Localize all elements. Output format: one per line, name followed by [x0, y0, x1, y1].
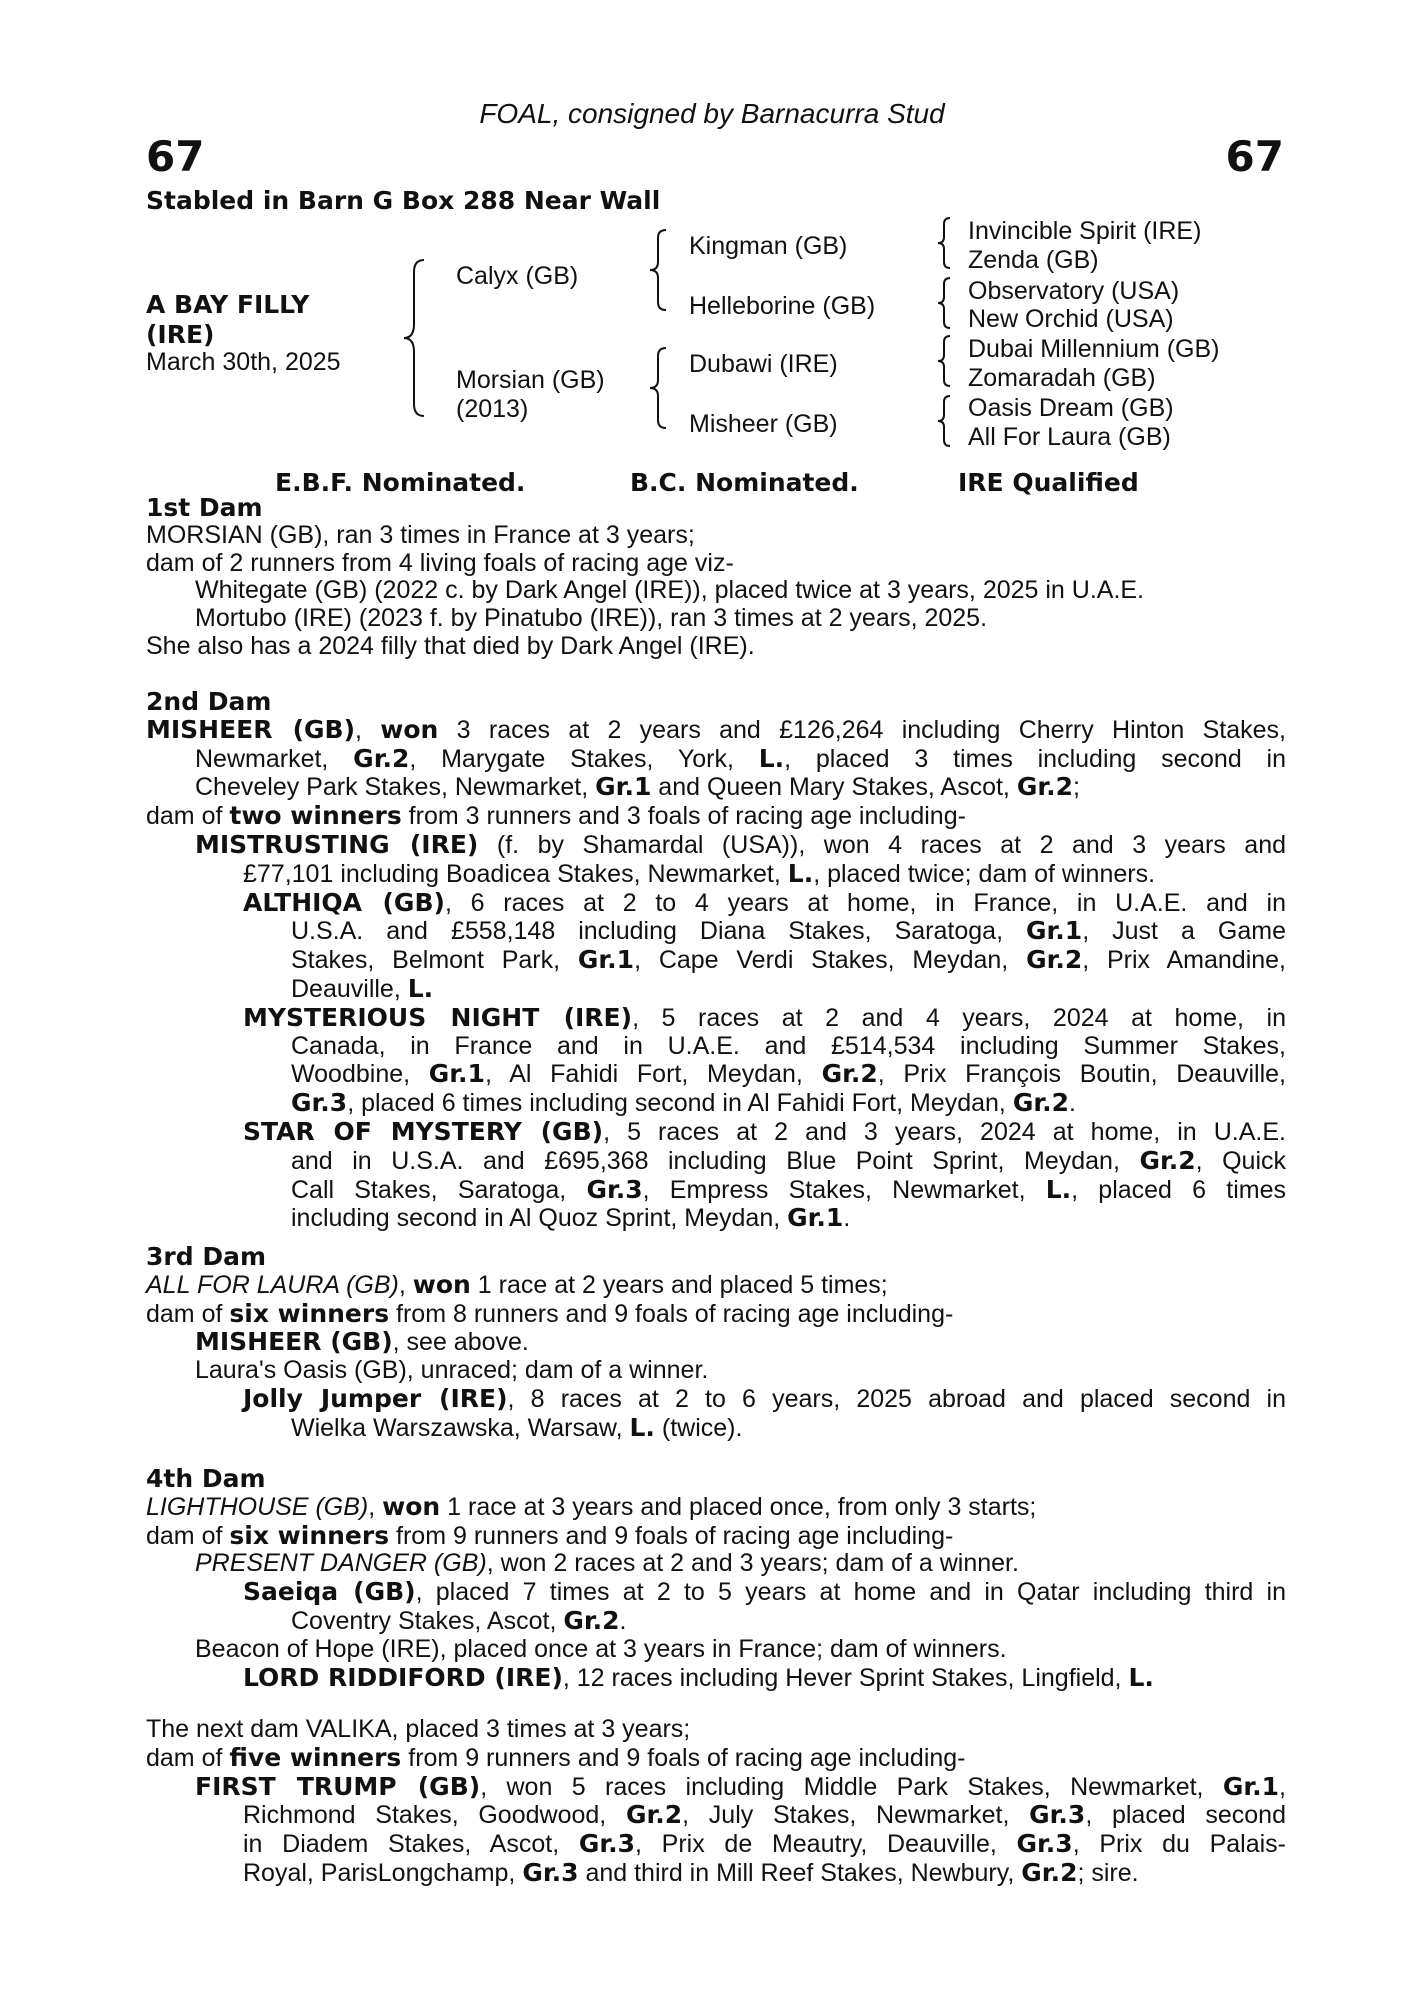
- pedigree-brace-g3-1: [934, 216, 956, 270]
- first-dam-line: MORSIAN (GB), ran 3 times in France at 3 years;: [146, 520, 695, 549]
- fourth-dam-produce: PRESENT DANGER (GB), won 2 races at 2 and 3 years; dam of a winner.: [195, 1549, 1019, 1578]
- first-dam-line: She also has a 2024 filly that died by Dark Angel (IRE).: [146, 631, 755, 660]
- second-dam-produce: MISTRUSTING (IRE) (f. by Shamardal (USA)), won 4 races at 2 and 3 years and: [195, 829, 1286, 859]
- third-dam-line: dam of six winners from 8 runners and 9 foals of racing age including-: [146, 1298, 954, 1328]
- third-dam-line: ALL FOR LAURA (GB), won 1 race at 2 years and placed 5 times;: [146, 1269, 888, 1299]
- bc-nomination: B.C. Nominated.: [630, 468, 859, 497]
- first-dam-produce: Whitegate (GB) (2022 c. by Dark Angel (IRE)), placed twice at 3 years, 2025 in U.A.E.: [195, 576, 1145, 605]
- fifth-dam-produce: Royal, ParisLongchamp, Gr.3 and third in Mill Reef Stakes, Newbury, Gr.2; sire.: [243, 1857, 1139, 1887]
- third-dam-heading: 3rd Dam: [146, 1242, 266, 1271]
- pedigree-sire-dam: Helleborine (GB): [689, 292, 876, 320]
- first-dam-section: [146, 494, 1286, 661]
- pedigree-dam-year: (2013): [456, 395, 529, 423]
- pedigree-g3-2: Zenda (GB): [968, 246, 1099, 274]
- second-dam-grandproduce: Deauville, L.: [291, 973, 434, 1003]
- pedigree-sire: Calyx (GB): [456, 262, 579, 290]
- second-dam-grandproduce: MYSTERIOUS NIGHT (IRE), 5 races at 2 and 4 years, 2024 at home, in: [243, 1002, 1286, 1032]
- pedigree-dam: Morsian (GB): [456, 366, 605, 394]
- horse-origin: (IRE): [146, 320, 215, 349]
- pedigree-brace-gen1: [400, 258, 430, 418]
- fourth-dam-line: dam of six winners from 9 runners and 9 foals of racing age including-: [146, 1520, 954, 1550]
- second-dam-grandproduce: including second in Al Quoz Sprint, Meydan, Gr.1.: [291, 1203, 851, 1233]
- foaling-date: March 30th, 2025: [146, 348, 341, 376]
- fourth-dam-grandproduce: Saeiqa (GB), placed 7 times at 2 to 5 years at home and in Qatar including third in: [243, 1577, 1287, 1607]
- second-dam-section: [146, 688, 1286, 1233]
- ire-qualified: IRE Qualified: [958, 468, 1139, 497]
- fourth-dam-grandproduce: Coventry Stakes, Ascot, Gr.2.: [291, 1605, 627, 1635]
- second-dam-produce: £77,101 including Boadicea Stakes, Newmarket, L., placed twice; dam of winners.: [243, 858, 1156, 888]
- consignor-line: FOAL, consigned by Barnacurra Stud: [479, 98, 945, 129]
- pedigree-brace-dam: [646, 346, 672, 430]
- stabling-info: Stabled in Barn G Box 288 Near Wall: [146, 186, 661, 215]
- pedigree-brace-g3-2: [934, 276, 956, 330]
- fourth-dam-line: LIGHTHOUSE (GB), won 1 race at 3 years and placed once, from only 3 starts;: [146, 1491, 1037, 1521]
- pedigree-g3-1: Invincible Spirit (IRE): [968, 217, 1202, 245]
- second-dam-grandproduce: Stakes, Belmont Park, Gr.1, Cape Verdi Stakes, Meydan, Gr.2, Prix Amandine,: [291, 945, 1287, 975]
- fifth-dam-produce: in Diadem Stakes, Ascot, Gr.3, Prix de Meautry, Deauville, Gr.3, Prix du Palais-: [243, 1829, 1287, 1859]
- fifth-dam-produce: Richmond Stakes, Goodwood, Gr.2, July Stakes, Newmarket, Gr.3, placed second: [243, 1800, 1286, 1830]
- pedigree-g3-8: All For Laura (GB): [968, 423, 1171, 451]
- pedigree-g3-3: Observatory (USA): [968, 277, 1180, 305]
- pedigree-g3-5: Dubai Millennium (GB): [968, 335, 1220, 363]
- second-dam-grandproduce: ALTHIQA (GB), 6 races at 2 to 4 years at home, in France, in U.A.E. and in: [243, 887, 1286, 917]
- third-dam-grandproduce: Jolly Jumper (IRE), 8 races at 2 to 6 years, 2025 abroad and placed second in: [243, 1383, 1286, 1413]
- second-dam-grandproduce: and in U.S.A. and £695,368 including Blue Point Sprint, Meydan, Gr.2, Quick: [291, 1145, 1286, 1175]
- second-dam-line: Cheveley Park Stakes, Newmarket, Gr.1 and Queen Mary Stakes, Ascot, Gr.2;: [195, 772, 1080, 802]
- first-dam-line: dam of 2 runners from 4 living foals of racing age viz-: [146, 548, 734, 577]
- pedigree-g3-4: New Orchid (USA): [968, 305, 1174, 333]
- second-dam-line: Newmarket, Gr.2, Marygate Stakes, York, L., placed 3 times including second in: [195, 743, 1286, 773]
- pedigree-brace-g3-3: [934, 334, 956, 388]
- fifth-dam-line: The next dam VALIKA, placed 3 times at 3 years;: [146, 1715, 691, 1743]
- second-dam-grandproduce: Call Stakes, Saratoga, Gr.3, Empress Stakes, Newmarket, L., placed 6 times: [291, 1174, 1286, 1204]
- ebf-nomination: E.B.F. Nominated.: [275, 468, 526, 497]
- pedigree-brace-sire: [646, 228, 672, 312]
- second-dam-grandproduce: Woodbine, Gr.1, Al Fahidi Fort, Meydan, Gr.2, Prix François Boutin, Deauville,: [291, 1059, 1286, 1089]
- second-dam-grandproduce: Gr.3, placed 6 times including second in Al Fahidi Fort, Meydan, Gr.2.: [291, 1088, 1076, 1118]
- second-dam-grandproduce: STAR OF MYSTERY (GB), 5 races at 2 and 3 years, 2024 at home, in U.A.E.: [243, 1116, 1286, 1146]
- pedigree-brace-g3-4: [934, 394, 956, 448]
- third-dam-produce: MISHEER (GB), see above.: [195, 1327, 529, 1357]
- second-dam-line: dam of two winners from 3 runners and 3 foals of racing age including-: [146, 801, 966, 831]
- second-dam-grandproduce: U.S.A. and £558,148 including Diana Stakes, Saratoga, Gr.1, Just a Game: [291, 916, 1286, 946]
- pedigree-g3-7: Oasis Dream (GB): [968, 394, 1174, 422]
- lot-number-left: 67: [146, 132, 205, 181]
- horse-description: A BAY FILLY: [146, 290, 310, 319]
- fourth-dam-grandproduce: LORD RIDDIFORD (IRE), 12 races including Hever Sprint Stakes, Lingfield, L.: [243, 1662, 1154, 1692]
- first-dam-heading: 1st Dam: [146, 493, 263, 522]
- pedigree-g3-6: Zomaradah (GB): [968, 364, 1156, 392]
- third-dam-section: [146, 1243, 1286, 1443]
- second-dam-line: MISHEER (GB), won 3 races at 2 years and £126,264 including Cherry Hinton Stakes,: [146, 714, 1286, 744]
- first-dam-produce: Mortubo (IRE) (2023 f. by Pinatubo (IRE)), ran 3 times at 2 years, 2025.: [195, 604, 988, 633]
- fifth-dam-section: [146, 1716, 1286, 1888]
- fifth-dam-line: dam of five winners from 9 runners and 9 foals of racing age including-: [146, 1742, 966, 1772]
- pedigree-sire-sire: Kingman (GB): [689, 232, 848, 260]
- second-dam-grandproduce: Canada, in France and in U.A.E. and £514,534 including Summer Stakes,: [291, 1031, 1286, 1060]
- pedigree-dam-dam: Misheer (GB): [689, 410, 838, 438]
- lot-number-right: 67: [1225, 132, 1284, 181]
- fourth-dam-produce: Beacon of Hope (IRE), placed once at 3 years in France; dam of winners.: [195, 1634, 1007, 1663]
- fifth-dam-produce: FIRST TRUMP (GB), won 5 races including Middle Park Stakes, Newmarket, Gr.1,: [195, 1771, 1286, 1801]
- fourth-dam-section: [146, 1465, 1286, 1692]
- third-dam-grandproduce: Wielka Warszawska, Warsaw, L. (twice).: [291, 1412, 743, 1442]
- pedigree-dam-sire: Dubawi (IRE): [689, 350, 838, 378]
- third-dam-produce: Laura's Oasis (GB), unraced; dam of a winner.: [195, 1356, 709, 1385]
- fourth-dam-heading: 4th Dam: [146, 1464, 266, 1493]
- second-dam-heading: 2nd Dam: [146, 687, 272, 716]
